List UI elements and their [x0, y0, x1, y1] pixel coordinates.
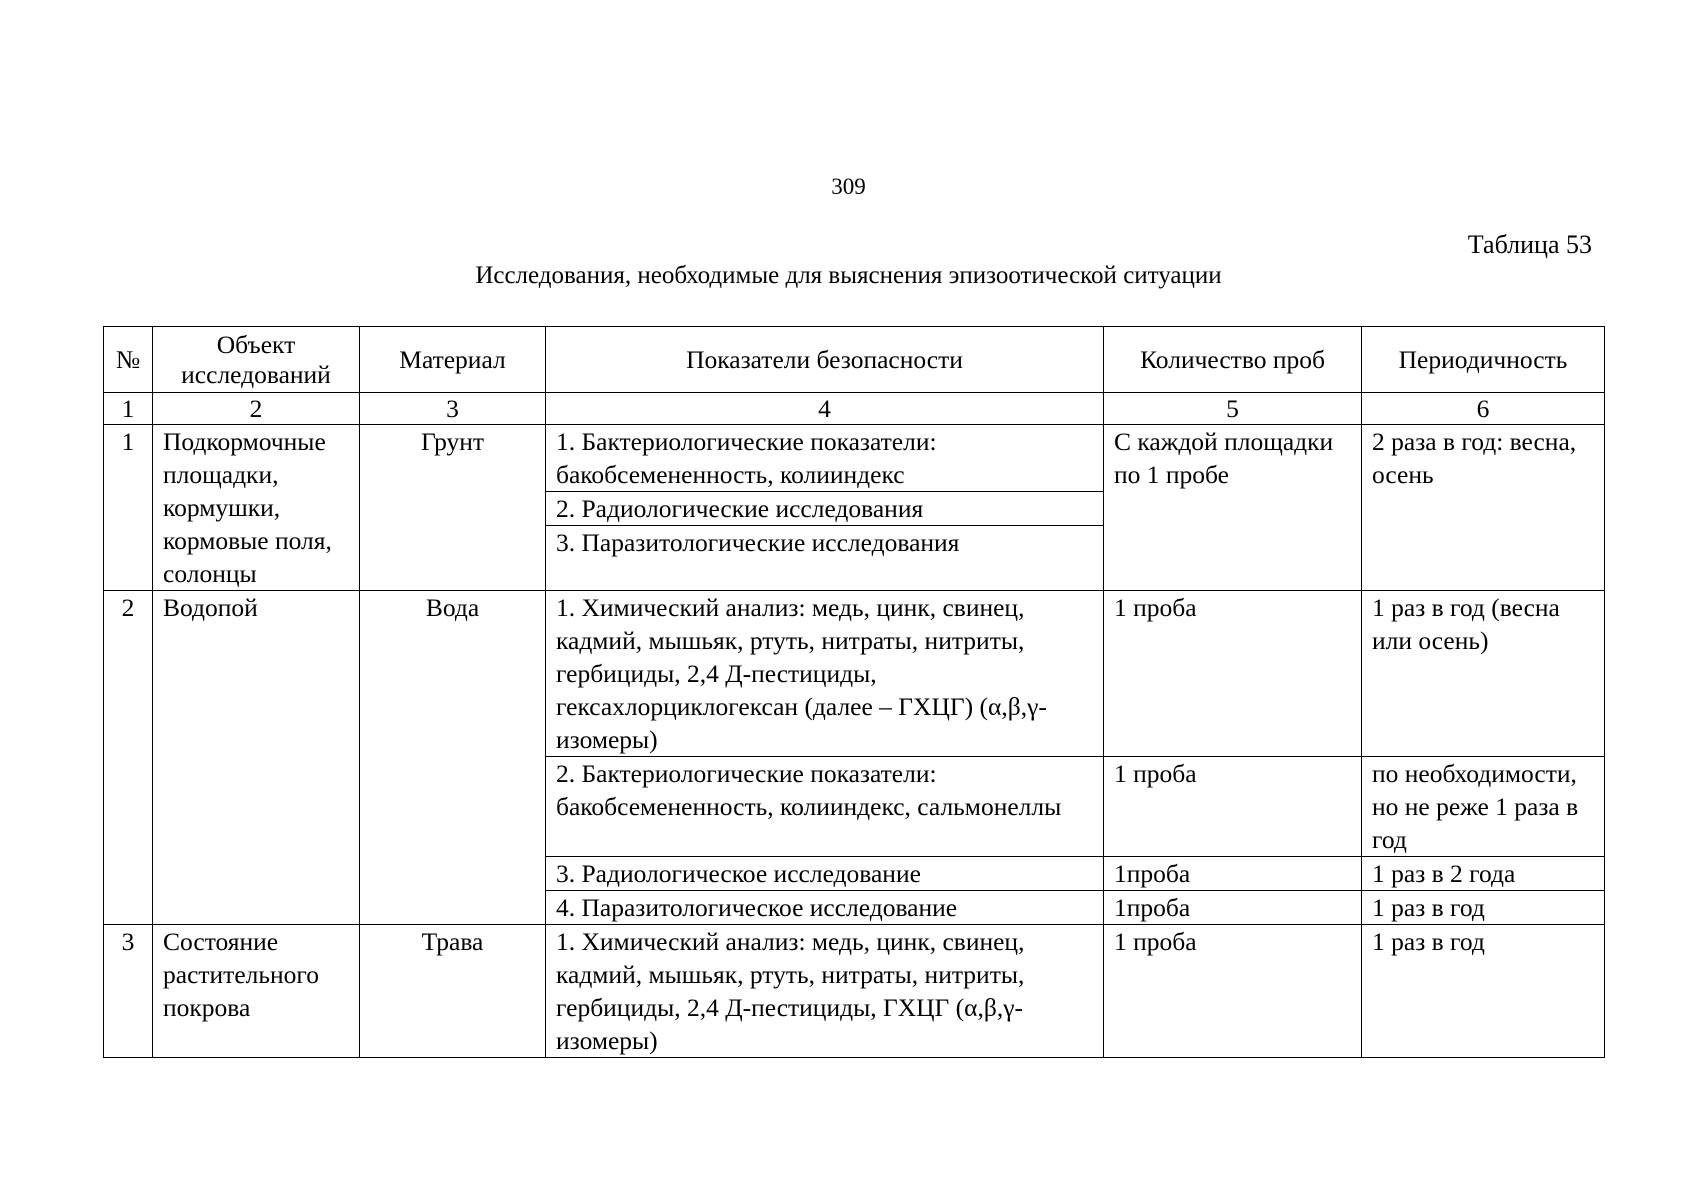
row-period: 1 раз в год	[1362, 891, 1605, 925]
header-material: Материал	[360, 327, 546, 393]
indicator-item: 3. Паразитологические исследования	[556, 528, 960, 557]
row-period: 1 раз в год	[1362, 925, 1605, 1058]
row-number: 1	[104, 425, 153, 591]
row-count: 1проба	[1104, 857, 1362, 891]
indicator-item: 2. Радиологические исследования	[546, 492, 1103, 526]
page-number: 309	[831, 174, 866, 199]
indicator-list	[546, 425, 1103, 559]
header-row	[104, 327, 1605, 393]
table-label: Таблица 53	[1467, 230, 1592, 259]
row-material: Вода	[360, 591, 546, 925]
header-count: Количество проб	[1104, 327, 1362, 393]
row-material: Грунт	[360, 425, 546, 591]
column-number: 1	[104, 393, 153, 425]
header-object: Объект исследований	[153, 327, 360, 393]
indicator-item: 1. Бактериологические показатели: бакобсемененность, колииндекс	[546, 425, 1103, 492]
column-number: 6	[1362, 393, 1605, 425]
row-count: 1 проба	[1104, 925, 1362, 1058]
column-number: 3	[360, 393, 546, 425]
row-indicator: 1. Химический анализ: медь, цинк, свинец, кадмий, мышьяк, ртуть, нитраты, нитриты, гербициды, 2,4 Д-пестициды, гексахлорциклогексан (далее – ГХЦГ) (α,β,γ- изомеры)	[546, 591, 1104, 757]
header-no: №	[104, 327, 153, 393]
row-indicators	[546, 425, 1104, 591]
row-period: 1 раз в год (весна или осень)	[1362, 591, 1605, 757]
row-period: 2 раза в год: весна, осень	[1362, 425, 1605, 591]
column-number: 5	[1104, 393, 1362, 425]
row-object: Состояние растительного покрова	[153, 925, 360, 1058]
row-number: 2	[104, 591, 153, 925]
research-table	[103, 326, 1605, 1058]
row-object: Подкормочные площадки, кормушки, кормовые поля, солонцы	[153, 425, 360, 591]
header-indicators: Показатели безопасности	[546, 327, 1104, 393]
row-count: С каждой площадки по 1 пробе	[1104, 425, 1362, 591]
row-period: по необходимости, но не реже 1 раза в год	[1362, 757, 1605, 857]
row-count: 1 проба	[1104, 757, 1362, 857]
column-number: 2	[153, 393, 360, 425]
row-indicator: 1. Химический анализ: медь, цинк, свинец, кадмий, мышьяк, ртуть, нитраты, нитриты, гербициды, 2,4 Д-пестициды, ГХЦГ (α,β,γ- изомеры)	[546, 925, 1104, 1058]
row-indicator: 4. Паразитологическое исследование	[546, 891, 1104, 925]
table-row	[104, 425, 1605, 591]
table-title: Исследования, необходимые для выяснения эпизоотической ситуации	[475, 262, 1222, 289]
row-count: 1 проба	[1104, 591, 1362, 757]
table-row	[104, 591, 1605, 757]
row-indicator: 2. Бактериологические показатели: бакобсемененность, колииндекс, сальмонеллы	[546, 757, 1104, 857]
column-number: 4	[546, 393, 1104, 425]
table-row	[104, 925, 1605, 1058]
column-number-row	[104, 393, 1605, 425]
row-period: 1 раз в 2 года	[1362, 857, 1605, 891]
header-period: Периодичность	[1362, 327, 1605, 393]
row-indicator: 3. Радиологическое исследование	[546, 857, 1104, 891]
row-number: 3	[104, 925, 153, 1058]
row-object: Водопой	[153, 591, 360, 925]
row-material: Трава	[360, 925, 546, 1058]
row-count: 1проба	[1104, 891, 1362, 925]
